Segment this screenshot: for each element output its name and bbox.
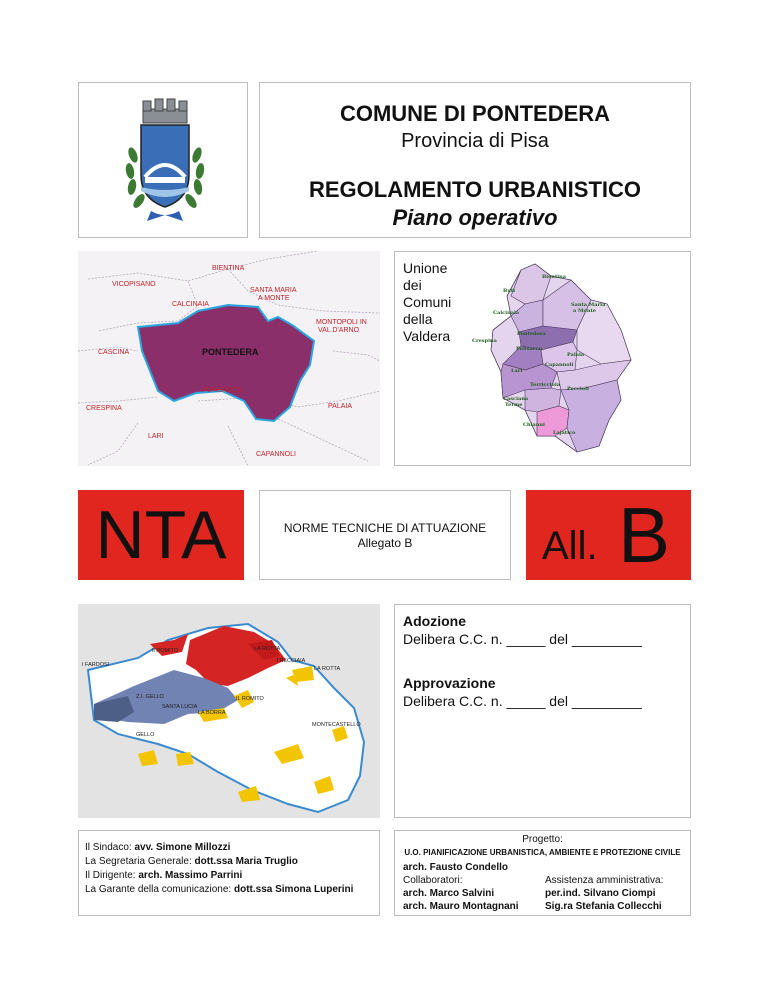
progetto-heading: Progetto: bbox=[522, 834, 563, 845]
approvazione-text: Delibera C.C. n. _____ del _________ bbox=[403, 693, 642, 709]
valdera-label-buti: Buti bbox=[503, 288, 516, 294]
zone-label-santa-lucia: SANTA LUCIA bbox=[162, 704, 198, 710]
unione-line-5: Valdera bbox=[403, 328, 451, 344]
norme-allegato: Allegato B bbox=[357, 536, 413, 550]
map-label-cascina: CASCINA bbox=[98, 349, 130, 356]
valdera-label-casciana2: Terme bbox=[505, 402, 523, 408]
unione-panel bbox=[394, 251, 691, 466]
progetto-collab-label: Collaboratori: bbox=[403, 875, 463, 886]
zone-label-i-fardosi: I FARDOSI bbox=[82, 662, 110, 668]
allegato-block bbox=[526, 490, 691, 580]
map-label-santa-maria: SANTA MARIA bbox=[250, 287, 297, 294]
valdera-label-terricciola: Terricciola bbox=[530, 382, 560, 388]
segretaria-row bbox=[85, 855, 353, 869]
progetto-assist-2: Sig.ra Stefania Collecchi bbox=[545, 901, 662, 912]
zone-label-treggiaia: TRECCIAIA bbox=[276, 658, 306, 664]
signatures-list bbox=[85, 841, 353, 897]
valdera-label-crespina: Crespina bbox=[472, 338, 497, 344]
valdera-label-lajatico: Lajatico bbox=[553, 430, 576, 436]
map-label-a-monte: A MONTE bbox=[258, 295, 290, 302]
approval-panel bbox=[394, 604, 691, 818]
zone-label-gello: GELLO bbox=[136, 732, 155, 738]
zone-label-la-borra: LA BORRA bbox=[198, 710, 226, 716]
map-label-vicopisano: VICOPISANO bbox=[112, 281, 156, 288]
approvazione-title: Approvazione bbox=[403, 675, 496, 691]
segretaria-label: La Segretaria Generale: bbox=[85, 856, 195, 867]
province-map bbox=[78, 251, 380, 466]
crest-panel bbox=[78, 82, 248, 238]
piano-title: Piano operativo bbox=[392, 205, 558, 230]
norme-title: NORME TECNICHE DI ATTUAZIONE bbox=[283, 521, 487, 535]
progetto-collab-1: arch. Marco Salvini bbox=[403, 888, 495, 899]
progetto-assist-label: Assistenza amministrativa: bbox=[545, 875, 664, 886]
map-label-montopoli: MONTOPOLI IN bbox=[316, 319, 367, 326]
unione-line-3: Comuni bbox=[403, 294, 452, 310]
zones-map-shapes bbox=[78, 604, 380, 818]
zone-label-il-romito: Il ROMITO bbox=[152, 648, 179, 654]
coat-of-arms-icon bbox=[119, 95, 211, 225]
nta-label: NTA bbox=[95, 497, 227, 573]
progetto-lead: arch. Fausto Condello bbox=[403, 862, 509, 873]
unione-line-2: dei bbox=[403, 277, 422, 293]
progetto-panel bbox=[394, 830, 691, 916]
map-label-palaia: PALAIA bbox=[328, 403, 352, 410]
regolamento-title: REGOLAMENTO URBANISTICO bbox=[308, 177, 642, 202]
sindaco-label: Il Sindaco: bbox=[85, 842, 135, 853]
unione-line-4: della bbox=[403, 311, 433, 327]
garante-label: La Garante della comunicazione: bbox=[85, 884, 234, 895]
map-label-pontedera: PONTEDERA bbox=[202, 347, 259, 357]
map-label-crespina: CRESPINA bbox=[86, 405, 122, 412]
garante-name: dott.ssa Simona Luperini bbox=[233, 884, 354, 895]
valdera-label-smm1: Santa Maria bbox=[571, 302, 606, 308]
comune-title: COMUNE DI PONTEDERA bbox=[339, 101, 611, 126]
nta-block bbox=[78, 490, 244, 580]
progetto-office: U.O. PIANIFICAZIONE URBANISTICA, AMBIENTE E PROTEZIONE CIVILE bbox=[404, 848, 681, 857]
valdera-label-smm2: a Monte bbox=[573, 308, 596, 314]
valdera-label-lari: Lari bbox=[511, 368, 523, 374]
map-label-capannoli: CAPANNOLI bbox=[256, 451, 296, 458]
valdera-label-bientina: Bientina bbox=[542, 274, 567, 280]
map-label-ponsacco: PONSACCO bbox=[202, 387, 243, 394]
map-label-val-darno: VAL D'ARNO bbox=[318, 327, 360, 334]
dirigente-name: arch. Massimo Parrini bbox=[138, 870, 243, 881]
map-label-calcinaia: CALCINAIA bbox=[172, 301, 209, 308]
valdera-label-casciana1: Casciana bbox=[503, 396, 529, 402]
unione-text bbox=[403, 260, 451, 345]
adozione-title: Adozione bbox=[403, 613, 466, 629]
valdera-label-pontedera: Pontedera bbox=[517, 331, 546, 337]
provincia-title: Provincia di Pisa bbox=[401, 130, 549, 152]
title-panel bbox=[259, 82, 691, 238]
zone-label-montecastello: MONTECASTELLO bbox=[312, 722, 361, 728]
sindaco-name: avv. Simone Millozzi bbox=[134, 842, 231, 853]
allegato-letter: B bbox=[618, 491, 671, 579]
map-label-bientina: BIENTINA bbox=[212, 265, 245, 272]
progetto-assist-1: per.ind. Silvano Ciompi bbox=[545, 888, 656, 899]
garante-row bbox=[85, 883, 353, 897]
unione-line-1: Unione bbox=[403, 260, 448, 276]
segretaria-name: dott.ssa Maria Truglio bbox=[194, 856, 298, 867]
valdera-label-chianni: Chianni bbox=[523, 422, 545, 428]
allegato-prefix: All. bbox=[542, 524, 598, 568]
zone-label-zi-gello: Z.I. GELLO bbox=[136, 694, 164, 700]
dirigente-label: Il Dirigente: bbox=[85, 870, 139, 881]
dirigente-row bbox=[85, 869, 353, 883]
valdera-label-ponsacco: Ponsacco bbox=[516, 346, 543, 352]
zone-label-il-romito-s: IL ROMITO bbox=[236, 696, 264, 702]
valdera-label-calcinaia: Calcinaia bbox=[493, 310, 520, 316]
zone-label-la-rotta: LA ROTTA bbox=[314, 666, 341, 672]
valdera-label-peccioli: Peccioli bbox=[567, 386, 589, 392]
valdera-label-palaia: Palaia bbox=[567, 352, 585, 358]
map-label-lari: LARI bbox=[148, 433, 164, 440]
progetto-collab-2: arch. Mauro Montagnani bbox=[403, 901, 519, 912]
adozione-text: Delibera C.C. n. _____ del _________ bbox=[403, 631, 642, 647]
norme-panel bbox=[259, 490, 511, 580]
sindaco-row bbox=[85, 841, 353, 855]
zones-map bbox=[78, 604, 380, 818]
zone-label-la-rotta-top: LA ROTTA bbox=[254, 646, 281, 652]
valdera-label-capannoli: Capannoli bbox=[545, 362, 574, 368]
signatures-panel bbox=[78, 830, 380, 916]
